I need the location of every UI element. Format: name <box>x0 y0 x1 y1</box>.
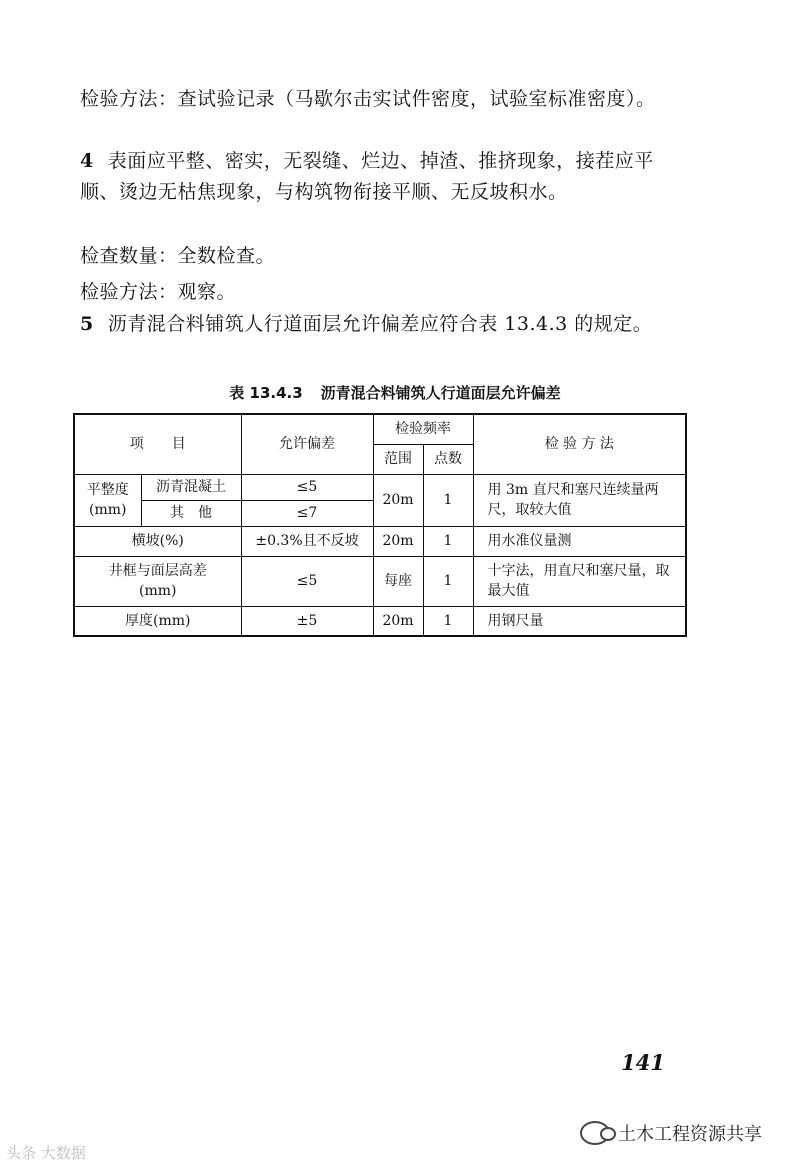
well-method: 十字法，用直尺和塞尺量，取最大值 <box>473 556 686 606</box>
well-range: 每座 <box>373 556 423 606</box>
flatness-method: 用 3m 直尺和塞尺连续量两尺，取较大值 <box>473 474 686 526</box>
thickness-method: 用钢尺量 <box>473 606 686 636</box>
header-method: 检 验 方 法 <box>473 414 686 474</box>
tolerance-table <box>73 413 687 637</box>
well-tolerance: ≤5 <box>241 556 373 606</box>
item-text: 表面应平整、密实，无裂缝、烂边、掉渣、推挤现象，接茬应平顺、烫边无枯焦现象，与构筑物衔接平顺、无反坡积水。 <box>80 150 654 203</box>
flatness-label: 平整度 (mm) <box>74 474 141 526</box>
flatness-points: 1 <box>423 474 473 526</box>
well-item: 井框与面层高差 (mm) <box>74 556 241 606</box>
wechat-icon <box>580 1121 610 1145</box>
header-tolerance: 允许偏差 <box>241 414 373 474</box>
paragraph-test-method-records: 检验方法：查试验记录（马歇尔击实试件密度，试验室标准密度）。 <box>80 88 656 110</box>
slope-points: 1 <box>423 526 473 556</box>
watermark-brand <box>580 1120 762 1146</box>
slope-tolerance: ±0.3%且不反坡 <box>241 526 373 556</box>
slope-item: 横坡(%) <box>74 526 241 556</box>
item-number: 5 <box>80 313 94 335</box>
header-range: 范围 <box>373 444 423 474</box>
table-number: 表 13.4.3 <box>229 384 303 402</box>
slope-range: 20m <box>373 526 423 556</box>
header-points: 点数 <box>423 444 473 474</box>
paragraph-check-quantity: 检查数量：全数检查。 <box>80 245 276 267</box>
item-text: 沥青混合料铺筑人行道面层允许偏差应符合表 13.4.3 的规定。 <box>107 313 653 335</box>
flatness-asphalt: 沥青混凝土 <box>141 474 241 500</box>
flatness-range: 20m <box>373 474 423 526</box>
item-number: 4 <box>80 150 94 172</box>
table-caption <box>0 382 790 403</box>
table-title: 沥青混合料铺筑人行道面层允许偏差 <box>320 384 561 402</box>
watermark-brand-text: 土木工程资源共享 <box>618 1124 762 1145</box>
watermark-left: 头条 大数据 <box>6 1144 86 1162</box>
header-frequency: 检验频率 <box>373 414 473 444</box>
thickness-item: 厚度(mm) <box>74 606 241 636</box>
paragraph-item-4 <box>80 146 690 208</box>
well-points: 1 <box>423 556 473 606</box>
page-number: 141 <box>621 1050 665 1075</box>
paragraph-item-5 <box>80 309 690 340</box>
thickness-tolerance: ±5 <box>241 606 373 636</box>
flatness-other-tolerance: ≤7 <box>241 500 373 526</box>
flatness-other: 其 他 <box>141 500 241 526</box>
slope-method: 用水准仪量测 <box>473 526 686 556</box>
flatness-asphalt-tolerance: ≤5 <box>241 474 373 500</box>
thickness-points: 1 <box>423 606 473 636</box>
paragraph-test-method-observe: 检验方法：观察。 <box>80 281 237 303</box>
header-item: 项 目 <box>74 414 241 474</box>
thickness-range: 20m <box>373 606 423 636</box>
